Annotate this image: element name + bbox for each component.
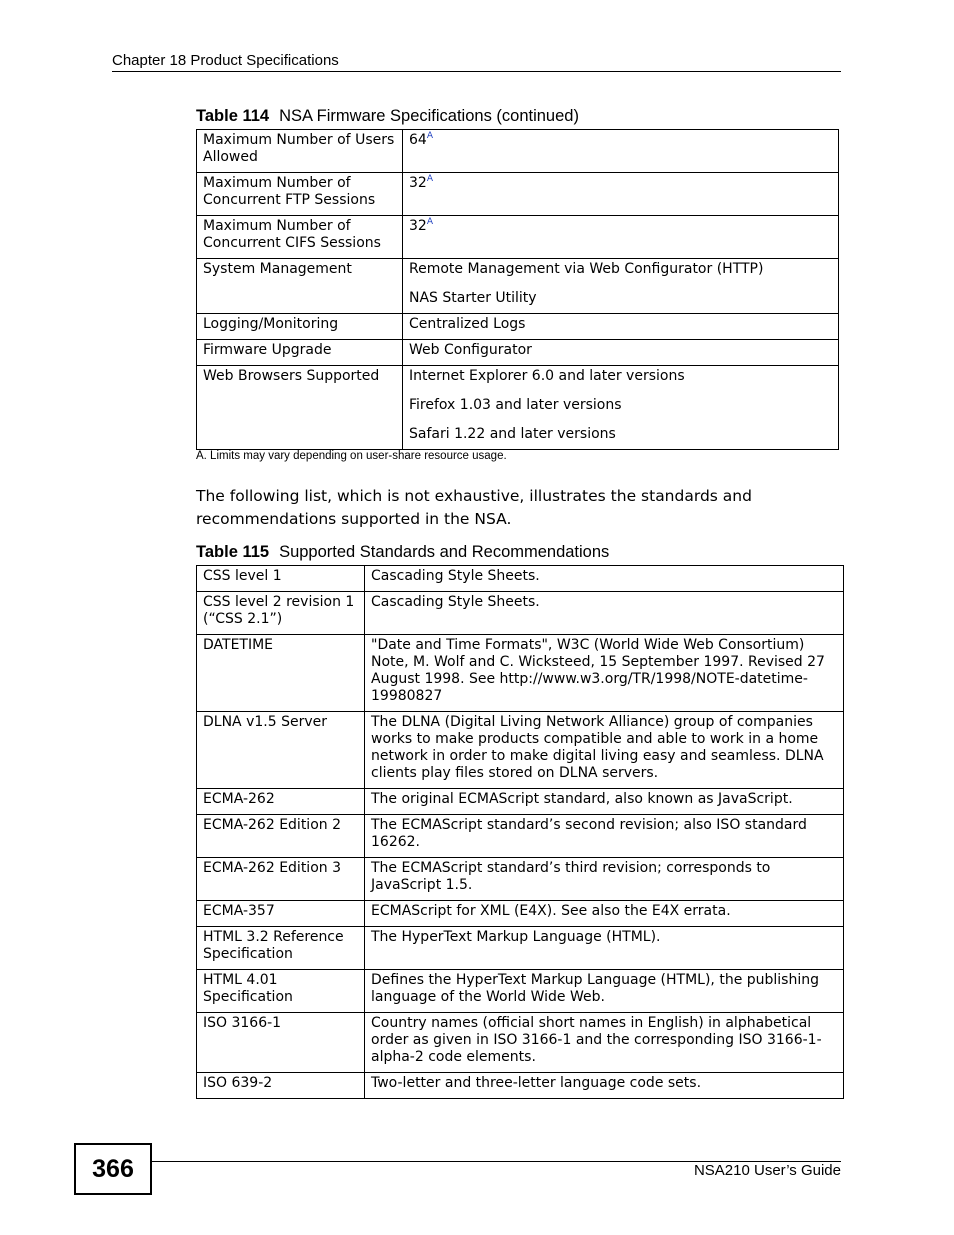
- spec-label: Web Browsers Supported: [197, 366, 403, 450]
- standard-description: Country names (official short names in English) in alphabetical order as given in ISO 3166-1 and the corresponding ISO 3166-1-alpha-2 code elements.: [365, 1013, 844, 1073]
- standard-name: ECMA-262 Edition 3: [197, 858, 365, 901]
- spec-label: System Management: [197, 259, 403, 314]
- standard-description: The ECMAScript standard’s second revision; also ISO standard 16262.: [365, 815, 844, 858]
- table-row: [197, 927, 844, 970]
- standard-description: The DLNA (Digital Living Network Alliance) group of companies works to make products compatible and able to work in a home network in order to make digital living easy and seamless. DLNA clients play files stored on DLNA servers.: [365, 712, 844, 789]
- standard-name: CSS level 1: [197, 566, 365, 592]
- table-114-number: Table 114: [196, 107, 270, 125]
- footnote-link[interactable]: A: [426, 217, 433, 227]
- table-row: [197, 130, 839, 173]
- spec-value-cell: [403, 259, 839, 314]
- spec-value-cell: [403, 216, 839, 259]
- table-row: [197, 566, 844, 592]
- table-row: [197, 970, 844, 1013]
- footnote-link[interactable]: A: [426, 174, 433, 184]
- standard-name: DLNA v1.5 Server: [197, 712, 365, 789]
- page-number: 366: [74, 1143, 152, 1195]
- footnote-link[interactable]: A: [426, 131, 433, 141]
- spec-value: [409, 132, 832, 149]
- standard-description: Two-letter and three-letter language code sets.: [365, 1073, 844, 1099]
- spec-value-text: Internet Explorer 6.0 and later versions: [409, 368, 685, 384]
- spec-value: [409, 342, 832, 359]
- table-row: [197, 340, 839, 366]
- spec-value-text: Remote Management via Web Configurator (HTTP): [409, 261, 764, 277]
- chapter-header: Chapter 18 Product Specifications: [112, 52, 339, 69]
- standard-name: DATETIME: [197, 635, 365, 712]
- standard-description: Cascading Style Sheets.: [365, 566, 844, 592]
- table-114: [196, 129, 839, 450]
- spec-label: Logging/Monitoring: [197, 314, 403, 340]
- table-row: [197, 858, 844, 901]
- header-rule: [112, 71, 841, 72]
- spec-value: [409, 218, 832, 235]
- standard-description: ECMAScript for XML (E4X). See also the E4X errata.: [365, 901, 844, 927]
- table-row: [197, 815, 844, 858]
- spec-value-cell: [403, 130, 839, 173]
- standard-name: ECMA-262 Edition 2: [197, 815, 365, 858]
- table-114-caption: [196, 107, 579, 126]
- spec-value-text: 32: [409, 175, 427, 191]
- spec-value-cell: [403, 314, 839, 340]
- table-115-number: Table 115: [196, 543, 270, 561]
- table-row: [197, 314, 839, 340]
- table-row: [197, 1013, 844, 1073]
- spec-value-text: 64: [409, 132, 427, 148]
- standard-description: "Date and Time Formats", W3C (World Wide Web Consortium) Note, M. Wolf and C. Wicksteed, 15 September 1997. Revised 27 August 1998. See http://www.w3.org/TR/1998/NOTE-datetime-19980827: [365, 635, 844, 712]
- table-row: [197, 789, 844, 815]
- standard-name: ISO 639-2: [197, 1073, 365, 1099]
- spec-label: Maximum Number of Concurrent CIFS Sessions: [197, 216, 403, 259]
- table-115-title: Supported Standards and Recommendations: [279, 543, 610, 561]
- spec-value: [409, 316, 832, 333]
- table-row: [197, 592, 844, 635]
- spec-value-cell: [403, 173, 839, 216]
- standard-name: HTML 4.01 Specification: [197, 970, 365, 1013]
- table-row: [197, 901, 844, 927]
- spec-value-text: Centralized Logs: [409, 316, 526, 332]
- table-row: [197, 1073, 844, 1099]
- table-row: [197, 216, 839, 259]
- spec-value: [409, 261, 832, 278]
- spec-value-cell: [403, 366, 839, 450]
- table-row: [197, 366, 839, 450]
- standard-name: ECMA-262: [197, 789, 365, 815]
- standard-name: ISO 3166-1: [197, 1013, 365, 1073]
- standard-name: ECMA-357: [197, 901, 365, 927]
- spec-value-cell: [403, 340, 839, 366]
- spec-value-text: Firefox 1.03 and later versions: [409, 397, 622, 413]
- spec-value-text: Safari 1.22 and later versions: [409, 426, 616, 442]
- table-row: [197, 712, 844, 789]
- spec-label: Firmware Upgrade: [197, 340, 403, 366]
- standard-name: CSS level 2 revision 1 (“CSS 2.1”): [197, 592, 365, 635]
- table-114-title: NSA Firmware Specifications (continued): [279, 107, 579, 125]
- spec-value-text: NAS Starter Utility: [409, 290, 537, 306]
- spec-value: [409, 290, 832, 307]
- spec-value: [409, 397, 832, 414]
- table-115: [196, 565, 844, 1099]
- spec-value: [409, 426, 832, 443]
- table-row: [197, 635, 844, 712]
- spec-value-text: 32: [409, 218, 427, 234]
- spec-label: Maximum Number of Users Allowed: [197, 130, 403, 173]
- standard-description: The ECMAScript standard’s third revision; corresponds to JavaScript 1.5.: [365, 858, 844, 901]
- standard-description: Defines the HyperText Markup Language (HTML), the publishing language of the World Wide Web.: [365, 970, 844, 1013]
- table-row: [197, 259, 839, 314]
- standard-name: HTML 3.2 Reference Specification: [197, 927, 365, 970]
- table-row: [197, 173, 839, 216]
- spec-label: Maximum Number of Concurrent FTP Sessions: [197, 173, 403, 216]
- spec-value-text: Web Configurator: [409, 342, 532, 358]
- spec-value: [409, 175, 832, 192]
- spec-value: [409, 368, 832, 385]
- table-114-footnote: A. Limits may vary depending on user-share resource usage.: [196, 450, 507, 462]
- intro-paragraph: The following list, which is not exhaustive, illustrates the standards and recommendations supported in the NSA.: [196, 487, 752, 528]
- table-115-caption: [196, 543, 609, 562]
- standard-description: Cascading Style Sheets.: [365, 592, 844, 635]
- standard-description: The HyperText Markup Language (HTML).: [365, 927, 844, 970]
- standard-description: The original ECMAScript standard, also known as JavaScript.: [365, 789, 844, 815]
- guide-title: NSA210 User’s Guide: [693, 1162, 841, 1179]
